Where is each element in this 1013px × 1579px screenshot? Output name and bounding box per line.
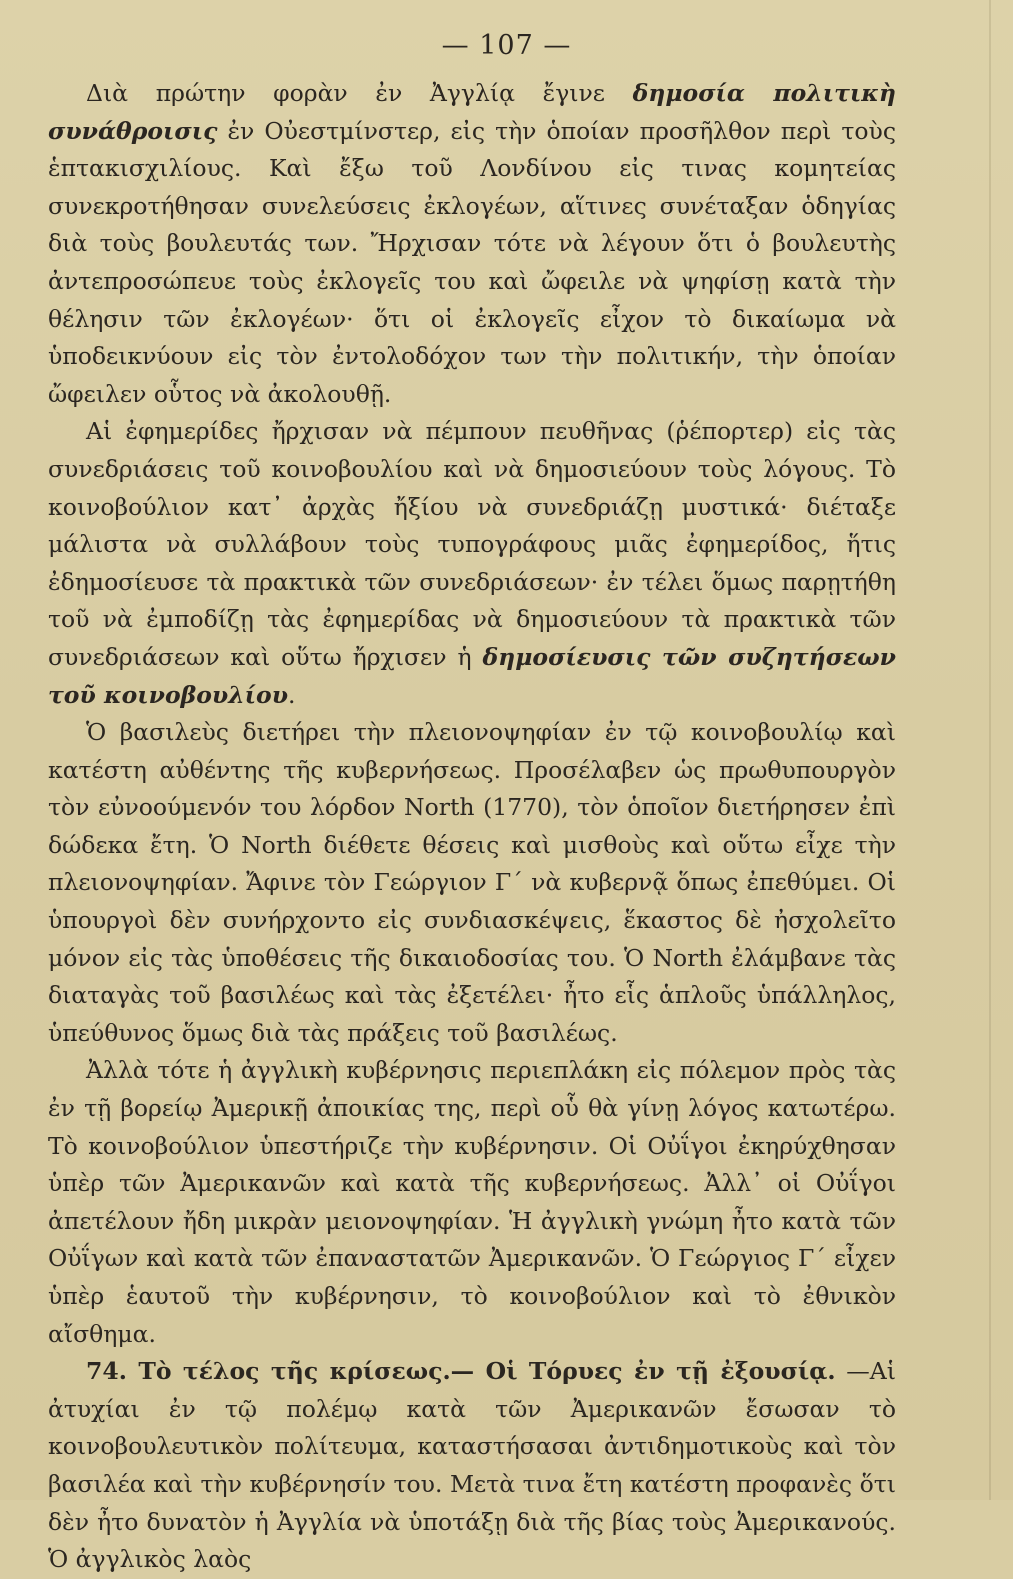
emphasis-publication-debates: δημοσίευσις τῶν συζητήσεων τοῦ κοινοβουλίου [48,642,896,709]
paragraph-3-text: Ὁ βασιλεὺς διετήρει τὴν πλειονοψηφίαν ἐν τῷ κοινοβουλίῳ καὶ κατέστη αὐθέντης τῆς κυβερνήσεως. Προσέλαβεν ὡς πρωθυπουργὸν τὸν εὐνοούμενόν του λόρδον North (1770), τὸν ὁποῖον διετήρησεν ἐπὶ δώδεκα ἔτη. Ὁ North διέθετε θέσεις καὶ μισθοὺς καὶ οὕτω εἶχε τὴν πλειονοψηφίαν. Ἄφινε τὸν Γεώργιον Γ´ νὰ κυβερνᾷ ὅπως ἐπεθύμει. Οἱ ὑπουργοὶ δὲν συνήρχοντο εἰς συνδιασκέψεις, ἕκαστος δὲ ἠσχολεῖτο μόνον εἰς τὰς ὑποθέσεις τῆς δικαιοδοσίας του. Ὁ North ἐλάμβανε τὰς διαταγὰς τοῦ βασιλέως καὶ τὰς ἐξετέλει· ἦτο εἷς ἁπλοῦς ὑπάλληλος, ὑπεύθυνος ὅμως διὰ τὰς πράξεις τοῦ βασιλέως. [48,718,896,1047]
paragraph-2-text-a: Αἱ ἐφημερίδες ἤρχισαν νὰ πέμπουν πευθῆνας (ῥέπορτερ) εἰς τὰς συνεδριάσεις τοῦ κοινοβουλίου καὶ νὰ δημοσιεύουν τοὺς λόγους. Τὸ κοινοβούλιον κατ᾽ ἀρχὰς ἤξίου νὰ συνεδριάζῃ μυστικά· διέταξε μάλιστα νὰ συλλάβουν τοὺς τυπογράφους μιᾶς ἐφημερίδος, ἥτις ἐδημοσίευσε τὰ πρακτικὰ τῶν συνεδριάσεων· ἐν τέλει ὅμως παρῃτήθη τοῦ νὰ ἐμποδίζῃ τὰς ἐφημερίδας νὰ δημοσιεύουν τὰ πρακτικὰ τῶν συνεδριάσεων καὶ οὕτω ἤρχισεν ἡ [48,417,896,671]
page-edge-line [989,0,991,1500]
paragraph-1 [48,75,896,413]
paragraph-3 [48,714,896,1052]
section-text: —Αἱ ἀτυχίαι ἐν τῷ πολέμῳ κατὰ τῶν Ἀμερικανῶν ἔσωσαν τὸ κοινοβουλευτικὸν πολίτευμα, καταστήσασαι ἀντιδημοτικοὺς καὶ τὸν βασιλέα καὶ τὴν κυβέρνησίν του. Μετὰ τινα ἔτη κατέστη προφανὲς ὅτι δὲν ἦτο δυνατὸν ἡ Ἀγγλία νὰ ὑποτάξῃ διὰ τῆς βίας τοὺς Ἀμερικανούς. Ὁ ἀγγλικὸς λαὸς [48,1357,896,1574]
paragraph-1-text-b: ἐν Οὐεστμίνστερ, εἰς τὴν ὁποίαν προσῆλθον περὶ τοὺς ἑπτακισχιλίους. Καὶ ἔξω τοῦ Λονδίνου εἰς τινας κομητείας συνεκροτήθησαν συνελεύσεις ἐκλογέων, αἵτινες συνέταξαν ὁδηγίας διὰ τοὺς βουλευτάς των. Ἤρχισαν τότε νὰ λέγουν ὅτι ὁ βουλευτὴς ἀντεπροσώπευε τοὺς ἐκλογεῖς του καὶ ὤφειλε νὰ ψηφίσῃ κατὰ τὴν θέλησιν τῶν ἐκλογέων· ὅτι οἱ ἐκλογεῖς εἶχον τὸ δικαίωμα νὰ ὑποδεικνύουν εἰς τὸν ἐντολοδόχον των τὴν πολιτικήν, τὴν ὁποίαν ὤφειλεν οὗτος νὰ ἀκολουθῇ. [48,116,896,408]
body-text [48,75,896,1579]
paragraph-4-text: Ἀλλὰ τότε ἡ ἀγγλικὴ κυβέρνησις περιεπλάκη εἰς πόλεμον πρὸς τὰς ἐν τῇ βορείῳ Ἀμερικῇ ἀποικίας της, περὶ οὗ θὰ γίνῃ λόγος κατωτέρω. Τὸ κοινοβούλιον ὑπεστήριζε τὴν κυβέρνησιν. Οἱ Οὐΐγοι ἐκηρύχθησαν ὑπὲρ τῶν Ἀμερικανῶν καὶ κατὰ τῆς κυβερνήσεως. Ἀλλ᾽ οἱ Οὐΐγοι ἀπετέλουν ἤδη μικρὰν μειονοψηφίαν. Ἡ ἀγγλικὴ γνώμη ἦτο κατὰ τῶν Οὐΐγων καὶ κατὰ τῶν ἐπαναστατῶν Ἀμερικανῶν. Ὁ Γεώργιος Γ´ εἶχεν ὑπὲρ ἑαυτοῦ τὴν κυβέρνησιν, τὸ κοινοβούλιον καὶ τὸ ἐθνικὸν αἴσθημα. [48,1056,896,1348]
paragraph-4 [48,1052,896,1353]
section-74 [48,1353,896,1579]
section-heading: 74. Τὸ τέλος τῆς κρίσεως.— Οἱ Τόρυες ἐν τῇ ἐξουσίᾳ. [86,1357,836,1386]
paragraph-2 [48,413,896,714]
page-number: — 107 — [441,30,572,61]
paragraph-2-text-b: . [288,680,296,709]
emphasis-public-assembly: δημοσία πολιτικὴ συνάθροισις [48,79,896,145]
paragraph-1-text-a: Διὰ πρώτην φορὰν ἐν Ἀγγλίᾳ ἔγινε [86,79,633,107]
